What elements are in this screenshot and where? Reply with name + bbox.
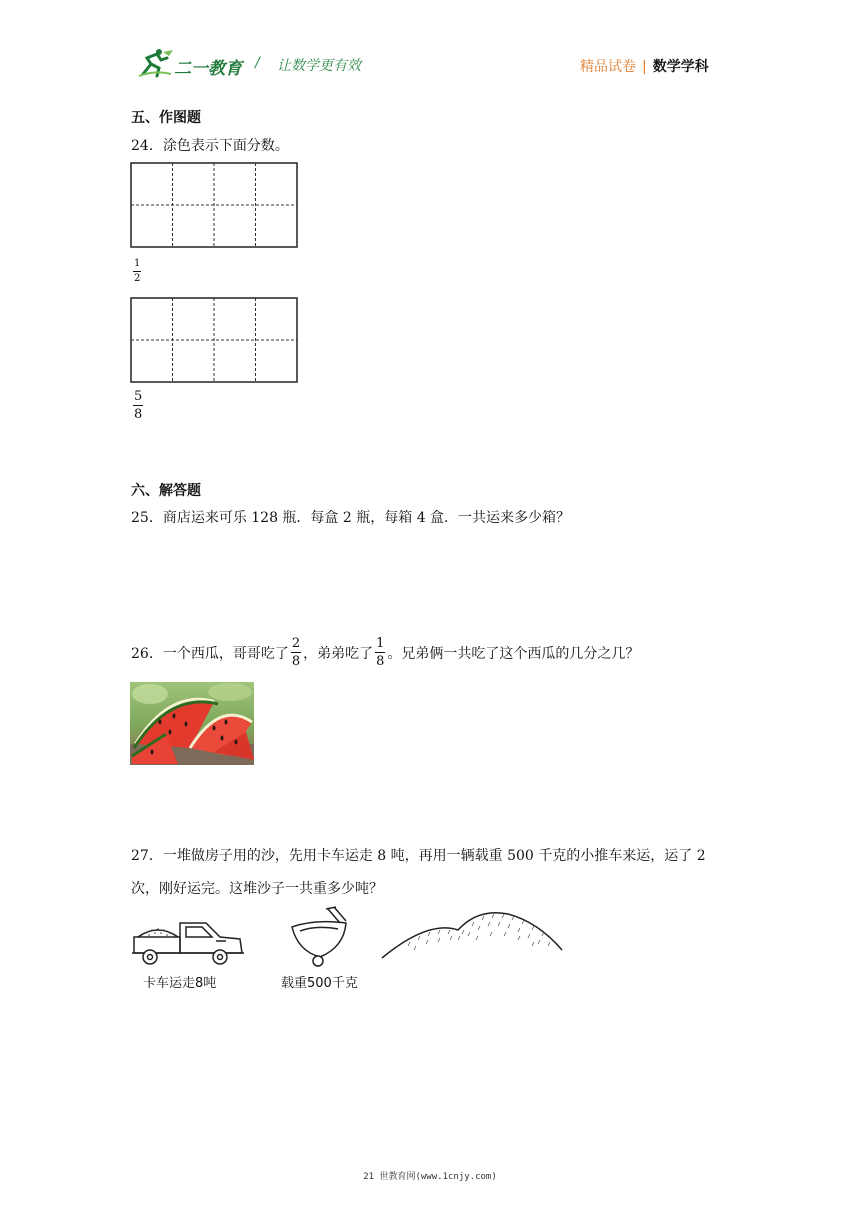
sand-pile-icon (378, 908, 564, 962)
page-footer: 21 世教育网(www.1cnjy.com) (363, 1172, 497, 1182)
section-six-title: 六、解答题 (131, 483, 201, 499)
watermelon-image (130, 682, 254, 765)
header-label-primary: 精品试卷 (580, 59, 636, 75)
fraction-grid-1 (130, 162, 298, 248)
question-26-part3: 。兄弟俩一共吃了这个西瓜的几分之几？ (387, 645, 640, 662)
slogan: 让数学更有效 (277, 58, 361, 74)
fraction-label-1 (131, 259, 143, 284)
q26-fraction-1-numerator: 2 (291, 636, 301, 651)
wheelbarrow-icon (284, 905, 364, 971)
header-right (580, 56, 709, 76)
truck-caption: 卡车运走8吨 (143, 976, 217, 991)
question-26-part2: ，弟弟吃了 (303, 645, 374, 662)
fraction-1-numerator: 1 (133, 259, 141, 272)
section-five-title: 五、作图题 (131, 110, 201, 126)
question-26-text (131, 637, 639, 668)
header-divider: / (255, 55, 260, 71)
header (0, 0, 860, 90)
fraction-2-denominator: 8 (134, 407, 143, 422)
fraction-grid-2 (130, 297, 298, 383)
fraction-2-numerator: 5 (134, 389, 143, 404)
q26-fraction-2-denominator: 8 (376, 654, 385, 669)
q26-fraction-1-denominator: 8 (291, 654, 301, 669)
header-label-secondary: 数学学科 (652, 59, 709, 75)
brand-name: 二一教育 (174, 59, 242, 79)
header-separator: | (642, 59, 647, 75)
fraction-1-denominator: 2 (134, 273, 141, 284)
question-25-text: 25．商店运来可乐 128 瓶．每盒 2 瓶，每箱 4 盒．一共运来多少箱？ (131, 510, 571, 526)
question-26-part1: 26．一个西瓜，哥哥吃了 (131, 645, 289, 662)
wheelbarrow-caption: 载重500千克 (281, 976, 358, 991)
fraction-label-2 (131, 390, 145, 421)
question-27-line1: 27．一堆做房子用的沙，先用卡车运走 8 吨，再用一辆载重 500 千克的小推车来运，运了 2 (131, 848, 706, 864)
question-24-text: 24．涂色表示下面分数。 (131, 138, 289, 154)
q26-fraction-2-numerator: 1 (376, 636, 385, 651)
question-27-line2: 次，刚好运完。这堆沙子一共重多少吨？ (131, 881, 383, 897)
truck-icon (130, 915, 246, 967)
runner-logo-icon (135, 48, 175, 80)
